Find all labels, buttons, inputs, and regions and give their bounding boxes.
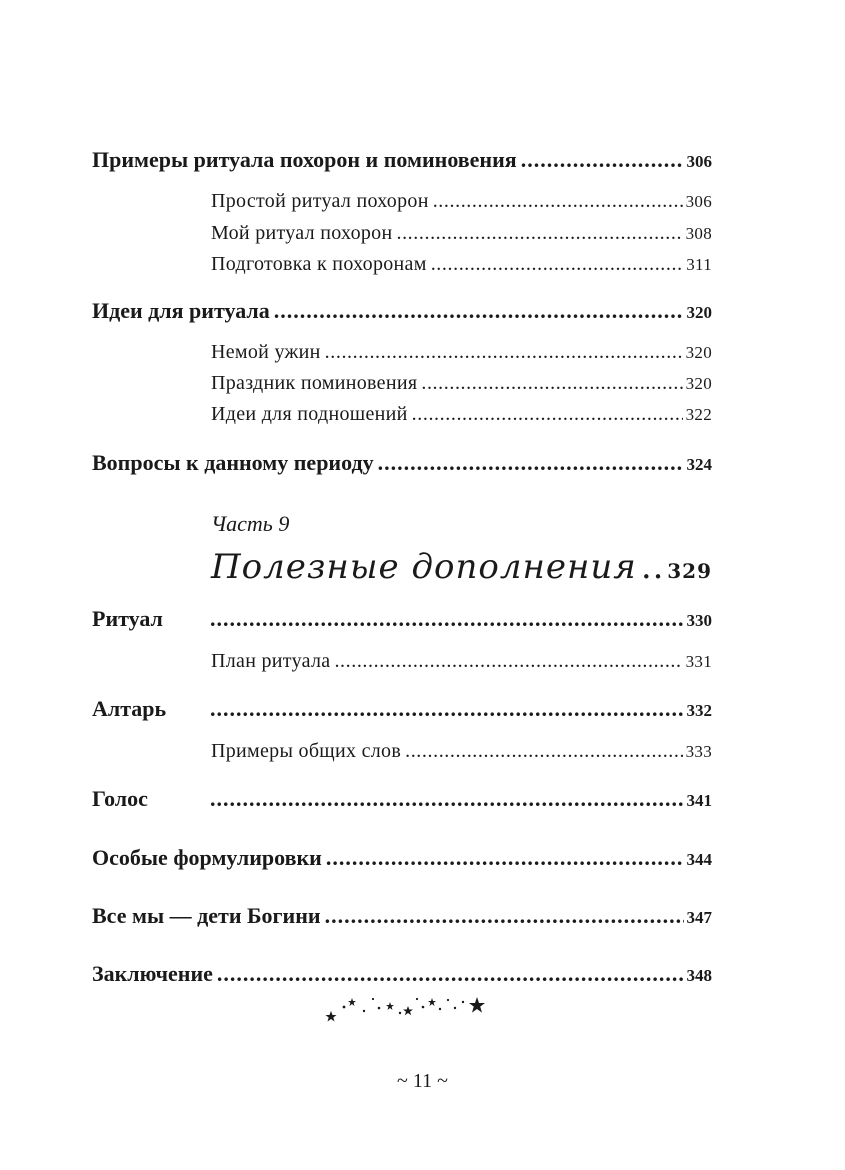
toc-entry-title: Примеры ритуала похорон и поминовения <box>92 147 517 172</box>
dot-leader <box>210 696 684 722</box>
toc-entry-sub[interactable] <box>211 740 712 763</box>
toc-entry-title: Примеры общих слов <box>211 740 402 762</box>
dot-leader <box>210 606 684 632</box>
toc-page-number: 320 <box>685 374 712 393</box>
toc-page-number: 311 <box>686 255 712 274</box>
toc-entry-sub[interactable] <box>211 190 712 213</box>
toc-page-number: 341 <box>686 791 712 810</box>
toc-entry-main[interactable] <box>92 845 712 871</box>
toc-entry-main[interactable] <box>92 786 712 812</box>
toc-page-number: 344 <box>686 850 712 869</box>
toc-entry-title: Подготовка к похоронам <box>211 253 427 275</box>
toc-entry-main[interactable] <box>92 147 712 173</box>
toc-entry-sub[interactable] <box>211 650 712 673</box>
dot-leader <box>325 903 684 929</box>
toc-page-number: 322 <box>685 405 712 424</box>
toc-entry-title: Праздник поминовения <box>211 372 418 394</box>
toc-page-number: 347 <box>686 908 712 927</box>
toc-page-number: 329 <box>667 559 712 583</box>
dot-leader <box>521 147 684 173</box>
part-label: Часть 9 <box>211 511 290 536</box>
toc-page-number: 308 <box>685 224 712 243</box>
dot-leader <box>378 450 684 476</box>
toc-entry-main[interactable] <box>92 961 712 987</box>
page-folio: ~ 11 ~ <box>397 1070 448 1092</box>
dot-leader <box>421 372 682 395</box>
part-title: Полезные дополнения <box>211 547 637 587</box>
toc-entry-sub[interactable] <box>211 372 712 395</box>
toc-entry-main[interactable] <box>92 298 712 324</box>
toc-entry-main[interactable] <box>92 606 712 632</box>
toc-entry-sub[interactable] <box>211 253 712 276</box>
toc-entry-main[interactable] <box>92 450 712 476</box>
toc-entry-title: Ритуал <box>92 606 163 631</box>
toc-page-number: 320 <box>685 343 712 362</box>
toc-page-number: 331 <box>685 652 712 671</box>
toc-page-number: 332 <box>686 701 712 720</box>
toc-page-number: 306 <box>686 152 712 171</box>
dot-leader <box>334 650 682 673</box>
toc-entry-title: Особые формулировки <box>92 845 322 870</box>
dot-leader <box>217 961 684 987</box>
toc-entry-title: Идеи для ритуала <box>92 298 270 323</box>
toc-entry-title: Все мы — дети Богини <box>92 903 321 928</box>
toc-entry-title: Мой ритуал похорон <box>211 222 393 244</box>
toc-entry-sub[interactable] <box>211 403 712 426</box>
dot-leader <box>326 845 684 871</box>
toc-entry-title: Заключение <box>92 961 213 986</box>
toc-entry-title: Идеи для подношений <box>211 403 408 425</box>
toc-entry-title: Простой ритуал похорон <box>211 190 429 212</box>
dot-leader <box>641 547 664 587</box>
toc-entry-title: План ритуала <box>211 650 331 672</box>
toc-entry-title: Голос <box>92 786 148 811</box>
stars-ornament-icon <box>322 993 492 1027</box>
dot-leader <box>433 190 683 213</box>
dot-leader <box>210 786 684 812</box>
toc-entry-title: Алтарь <box>92 696 167 721</box>
toc-entry-title: Немой ужин <box>211 341 321 363</box>
dot-leader <box>412 403 683 426</box>
toc-page-number: 333 <box>685 742 712 761</box>
toc-entry-main[interactable] <box>92 903 712 929</box>
toc-page-number: 320 <box>686 303 712 322</box>
dot-leader <box>274 298 684 324</box>
toc-entry-sub[interactable] <box>211 341 712 364</box>
toc-entry-title: Вопросы к данному периоду <box>92 450 374 475</box>
dot-leader <box>405 740 682 763</box>
toc-page-number: 348 <box>686 966 712 985</box>
part-title-entry[interactable] <box>211 547 712 587</box>
toc-page-number: 330 <box>686 611 712 630</box>
toc-page-number: 324 <box>686 455 712 474</box>
toc-entry-sub[interactable] <box>211 222 712 245</box>
toc-page-number: 306 <box>685 192 712 211</box>
toc-entry-main[interactable] <box>92 696 712 722</box>
dot-leader <box>396 222 682 245</box>
dot-leader <box>325 341 683 364</box>
dot-leader <box>431 253 684 276</box>
